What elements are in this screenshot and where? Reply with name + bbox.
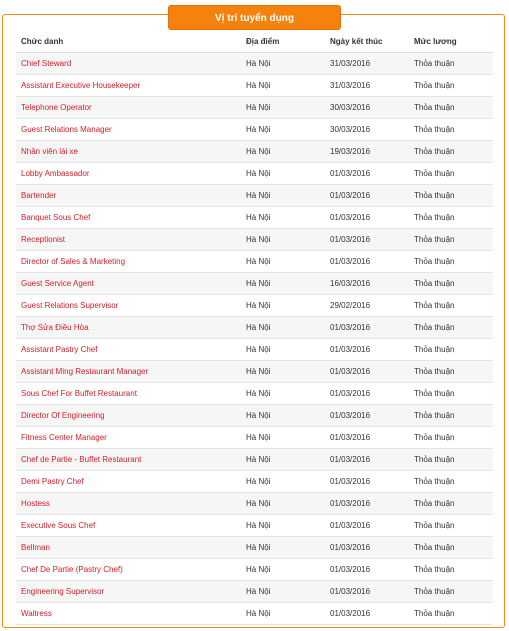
job-location-cell: Hà Nội: [241, 97, 325, 119]
table-row: [16, 339, 493, 361]
job-title-link[interactable]: Guest Relations Manager: [21, 125, 112, 134]
job-title-link[interactable]: Guest Service Agent: [21, 279, 94, 288]
job-end-date-cell: 01/03/2016: [325, 471, 409, 493]
job-end-date-cell: 29/02/2016: [325, 295, 409, 317]
job-title-link[interactable]: Thợ Sửa Điều Hòa: [21, 323, 89, 332]
job-location-cell: Hà Nội: [241, 163, 325, 185]
job-title-cell: [16, 53, 241, 75]
table-row: [16, 53, 493, 75]
job-title-link[interactable]: Assistant Pastry Chef: [21, 345, 98, 354]
table-row: [16, 471, 493, 493]
job-title-link[interactable]: Hostess: [21, 499, 50, 508]
job-title-cell: [16, 493, 241, 515]
job-location-cell: Hà Nội: [241, 207, 325, 229]
job-location-cell: Hà Nội: [241, 581, 325, 603]
job-location-cell: Hà Nội: [241, 119, 325, 141]
table-row: [16, 515, 493, 537]
job-title-link[interactable]: Telephone Operator: [21, 103, 92, 112]
job-salary-cell: Thỏa thuận: [409, 515, 493, 537]
table-row: [16, 251, 493, 273]
job-end-date-cell: 01/03/2016: [325, 383, 409, 405]
job-title-cell: [16, 273, 241, 295]
column-header-title: Chức danh: [16, 30, 241, 53]
job-salary-cell: Thỏa thuận: [409, 537, 493, 559]
job-salary-cell: Thỏa thuận: [409, 427, 493, 449]
column-header-location: Địa điểm: [241, 30, 325, 53]
job-end-date-cell: 01/03/2016: [325, 163, 409, 185]
job-location-cell: Hà Nội: [241, 383, 325, 405]
table-row: [16, 581, 493, 603]
job-location-cell: Hà Nội: [241, 75, 325, 97]
job-salary-cell: Thỏa thuận: [409, 295, 493, 317]
job-location-cell: Hà Nội: [241, 317, 325, 339]
table-row: [16, 405, 493, 427]
table-row: [16, 537, 493, 559]
job-location-cell: Hà Nội: [241, 185, 325, 207]
job-salary-cell: Thỏa thuận: [409, 251, 493, 273]
job-end-date-cell: 01/03/2016: [325, 207, 409, 229]
job-title-link[interactable]: Director Of Engineering: [21, 411, 105, 420]
table-row: [16, 185, 493, 207]
job-title-link[interactable]: Assistant Ming Restaurant Manager: [21, 367, 149, 376]
job-location-cell: Hà Nội: [241, 273, 325, 295]
job-salary-cell: Thỏa thuận: [409, 581, 493, 603]
table-row: [16, 295, 493, 317]
job-end-date-cell: 30/03/2016: [325, 119, 409, 141]
job-title-cell: [16, 251, 241, 273]
job-location-cell: Hà Nội: [241, 493, 325, 515]
job-end-date-cell: 01/03/2016: [325, 493, 409, 515]
job-title-cell: [16, 97, 241, 119]
job-end-date-cell: 31/03/2016: [325, 75, 409, 97]
job-title-cell: [16, 581, 241, 603]
job-salary-cell: Thỏa thuận: [409, 273, 493, 295]
job-title-cell: [16, 119, 241, 141]
job-location-cell: Hà Nội: [241, 427, 325, 449]
job-location-cell: Hà Nội: [241, 537, 325, 559]
job-location-cell: Hà Nội: [241, 141, 325, 163]
table-row: [16, 97, 493, 119]
job-location-cell: Hà Nội: [241, 449, 325, 471]
table-row: [16, 207, 493, 229]
job-location-cell: Hà Nội: [241, 295, 325, 317]
job-title-cell: [16, 405, 241, 427]
job-location-cell: Hà Nội: [241, 471, 325, 493]
table-row: [16, 383, 493, 405]
job-salary-cell: Thỏa thuận: [409, 383, 493, 405]
table-row: [16, 361, 493, 383]
job-salary-cell: Thỏa thuận: [409, 603, 493, 625]
table-row: [16, 141, 493, 163]
job-salary-cell: Thỏa thuận: [409, 185, 493, 207]
column-header-salary: Mức lương: [409, 30, 493, 53]
table-row: [16, 603, 493, 625]
job-table: [16, 30, 493, 625]
job-salary-cell: Thỏa thuận: [409, 405, 493, 427]
job-title-cell: [16, 361, 241, 383]
job-title-link[interactable]: Sous Chef For Buffet Restaurant: [21, 389, 137, 398]
table-row: [16, 163, 493, 185]
table-row: [16, 449, 493, 471]
job-salary-cell: Thỏa thuận: [409, 141, 493, 163]
table-row: [16, 493, 493, 515]
job-end-date-cell: 01/03/2016: [325, 559, 409, 581]
job-location-cell: Hà Nội: [241, 515, 325, 537]
job-location-cell: Hà Nội: [241, 405, 325, 427]
job-title-cell: [16, 427, 241, 449]
job-end-date-cell: 01/03/2016: [325, 405, 409, 427]
job-end-date-cell: 01/03/2016: [325, 361, 409, 383]
job-end-date-cell: 16/03/2016: [325, 273, 409, 295]
job-salary-cell: Thỏa thuận: [409, 471, 493, 493]
job-title-link[interactable]: Guest Relations Supervisor: [21, 301, 119, 310]
job-title-link[interactable]: Lobby Ambassador: [21, 169, 90, 178]
job-title-cell: [16, 207, 241, 229]
job-table-body: [16, 53, 493, 625]
table-row: [16, 273, 493, 295]
job-end-date-cell: 01/03/2016: [325, 185, 409, 207]
job-title-link[interactable]: Fitness Center Manager: [21, 433, 107, 442]
table-row: [16, 559, 493, 581]
job-title-cell: [16, 559, 241, 581]
table-row: [16, 119, 493, 141]
job-end-date-cell: 01/03/2016: [325, 537, 409, 559]
job-end-date-cell: 01/03/2016: [325, 603, 409, 625]
job-title-link[interactable]: Nhân viên lái xe: [21, 147, 78, 156]
job-title-link[interactable]: Director of Sales & Marketing: [21, 257, 126, 266]
job-title-cell: [16, 339, 241, 361]
job-title-cell: [16, 471, 241, 493]
job-title-link[interactable]: Executive Sous Chef: [21, 521, 96, 530]
job-salary-cell: Thỏa thuận: [409, 361, 493, 383]
job-salary-cell: Thỏa thuận: [409, 493, 493, 515]
job-salary-cell: Thỏa thuận: [409, 119, 493, 141]
job-salary-cell: Thỏa thuận: [409, 317, 493, 339]
table-row: [16, 229, 493, 251]
job-title-link[interactable]: Chef De Partie (Pastry Chef): [21, 565, 123, 574]
job-salary-cell: Thỏa thuận: [409, 53, 493, 75]
job-location-cell: Hà Nội: [241, 559, 325, 581]
job-salary-cell: Thỏa thuận: [409, 163, 493, 185]
job-location-cell: Hà Nội: [241, 251, 325, 273]
job-location-cell: Hà Nội: [241, 603, 325, 625]
job-salary-cell: Thỏa thuận: [409, 559, 493, 581]
job-title-link[interactable]: Demi Pastry Chef: [21, 477, 84, 486]
job-location-cell: Hà Nội: [241, 361, 325, 383]
job-title-cell: [16, 515, 241, 537]
job-title-cell: [16, 295, 241, 317]
job-salary-cell: Thỏa thuận: [409, 97, 493, 119]
table-row: [16, 317, 493, 339]
job-end-date-cell: 01/03/2016: [325, 515, 409, 537]
table-row: [16, 75, 493, 97]
job-title-cell: [16, 163, 241, 185]
job-salary-cell: Thỏa thuận: [409, 449, 493, 471]
job-title-cell: [16, 229, 241, 251]
job-title-link[interactable]: Chef de Partie - Buffet Restaurant: [21, 455, 142, 464]
job-title-cell: [16, 537, 241, 559]
job-end-date-cell: 01/03/2016: [325, 339, 409, 361]
column-header-end-date: Ngày kết thúc: [325, 30, 409, 53]
job-title-link[interactable]: Receptionist: [21, 235, 66, 244]
job-title-cell: [16, 141, 241, 163]
job-end-date-cell: 01/03/2016: [325, 449, 409, 471]
job-end-date-cell: 01/03/2016: [325, 427, 409, 449]
job-end-date-cell: 01/03/2016: [325, 251, 409, 273]
job-title-link[interactable]: Engineering Supervisor: [21, 587, 105, 596]
panel-title: Vị trí tuyển dụng: [168, 5, 341, 30]
job-end-date-cell: 01/03/2016: [325, 229, 409, 251]
job-title-link[interactable]: Assistant Executive Housekeeper: [21, 81, 141, 90]
job-location-cell: Hà Nội: [241, 53, 325, 75]
job-title-cell: [16, 185, 241, 207]
job-end-date-cell: 31/03/2016: [325, 53, 409, 75]
job-end-date-cell: 30/03/2016: [325, 97, 409, 119]
job-title-link[interactable]: Waitress: [21, 609, 52, 618]
job-title-cell: [16, 383, 241, 405]
job-end-date-cell: 01/03/2016: [325, 317, 409, 339]
job-title-link[interactable]: Banquet Sous Chef: [21, 213, 91, 222]
table-row: [16, 427, 493, 449]
job-title-link[interactable]: Bellman: [21, 543, 50, 552]
job-title-cell: [16, 317, 241, 339]
job-location-cell: Hà Nội: [241, 339, 325, 361]
job-location-cell: Hà Nội: [241, 229, 325, 251]
job-salary-cell: Thỏa thuận: [409, 229, 493, 251]
job-salary-cell: Thỏa thuận: [409, 75, 493, 97]
job-title-cell: [16, 449, 241, 471]
job-title-link[interactable]: Chief Steward: [21, 59, 72, 68]
table-header-row: [16, 30, 493, 53]
job-end-date-cell: 01/03/2016: [325, 581, 409, 603]
job-salary-cell: Thỏa thuận: [409, 339, 493, 361]
job-title-link[interactable]: Bartender: [21, 191, 57, 200]
job-end-date-cell: 19/03/2016: [325, 141, 409, 163]
job-salary-cell: Thỏa thuận: [409, 207, 493, 229]
job-title-cell: [16, 603, 241, 625]
job-title-cell: [16, 75, 241, 97]
